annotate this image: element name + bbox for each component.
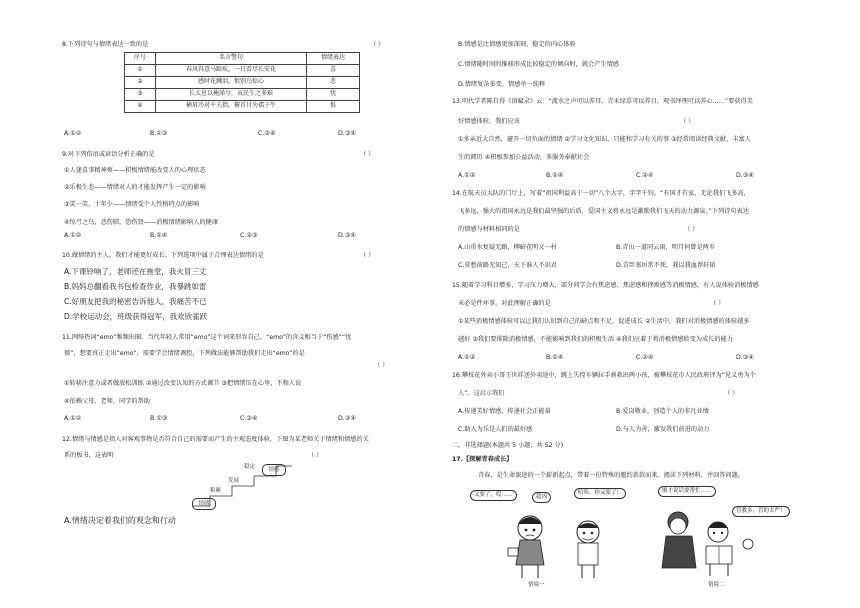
q10-stem: 10.做情绪的主人，我们才能更好成长。下列选项中属于合理表达情绪的是 [62,252,264,259]
q17-scene-two [652,484,812,592]
q12-step-stable: 稳定 [244,464,256,470]
q12-step-emotion: 情绪 [192,498,216,510]
q8-table [124,52,360,113]
q9-option-c[interactable]: C.②③ [240,232,258,239]
q17-scene2-illustration [656,502,766,580]
q9-paren: （ ） [360,151,375,158]
q8-table-row [125,65,360,77]
q13-option-c[interactable]: C.②④ [636,172,654,179]
q11-option-a[interactable]: A.①② [64,415,82,422]
q16-paren: （ ） [724,390,739,397]
q15-stem-line1: 15.随着学习科目增多，学习压力增大，部分同学会有焦虑感、焦虑感和挫败感等消极情感，有人说体验消极情感 [452,282,759,289]
q8-cell: 喜 [307,65,360,77]
q8-cell: ① [125,65,156,77]
q13-item: 生的阅历 ④积极参加公益活动，多服务奉献社会 [458,154,590,161]
q11-stem-line2: 郁”，想要真正走出“emo”，需要学会情绪调控，下列做法能够帮助我们走出“emo”的是 [64,350,305,357]
q15-option-c[interactable]: C.②④ [636,354,654,361]
q17-scene2-bubble-strict: 管教多，管的太严！ [732,506,790,517]
q8-cell: 惧 [307,101,360,113]
q14-option-d[interactable]: D.青臣塞垣常不死，我以我血荐轩辕 [616,262,716,269]
q8-cell: 悲 [307,77,360,89]
q11-paren: （ ） [374,362,389,369]
section-two-heading: 二、非选择题(本题共 5 小题，共 52 分) [452,442,564,449]
q15-option-d[interactable]: D.③④ [736,354,754,361]
q8-paren: （ ） [370,41,385,48]
q13-paren: （ ） [680,118,695,125]
q17-scene1-bubble-sigh: 又要了，哎…… [470,490,517,501]
q11-item: ④依赖父母、老师、同学的帮助 [64,398,150,405]
q14-option-a[interactable]: A.山重水复疑无路，柳暗花明又一村 [458,244,557,251]
q12-step-feeling: 情感 [262,464,286,476]
q12-step-accumulate: 积累 [210,488,222,494]
q10-option-d[interactable]: D.学校运动会，班级获得冠军，我欢欣雀跃 [64,312,208,321]
q12-stem-line2: 系的板书，这表明 [64,452,114,459]
q17-title: 17.【探解青春成长】 [452,456,513,463]
q8-cell: ④ [125,101,156,113]
q9-option-d[interactable]: D.③④ [338,232,356,239]
q16-stem-line1: 16.攀枝花外卖小哥王世祥送外卖途中，跳上失控车辆拉手刹救出两小孩，被攀枝花市人民政府评为“见义勇为个 [452,372,756,379]
q8-option-c[interactable]: C.③④ [258,130,276,137]
q8-stem: 8.下列诗句与情绪表达一致的是 [62,41,149,48]
q17-scene1-bubble-laugh: 哈哈，你又要了！ [574,488,626,499]
q13-option-a[interactable]: A.①② [458,172,476,179]
q8-table-row [125,77,360,89]
q14-paren: （ ） [684,226,699,233]
q12-option-c[interactable]: C.情绪随时间的推移形成比较稳定的倾向时，就会产生情感 [458,61,619,68]
q17-intro: 青春，是生命旅途的一个崭新起点，带着一份特殊的邀约款款而来。阅读下列材料，并回答问题。 [478,472,745,479]
q14-stem-line2: 飞多远，强大的祖国永远是我们最坚强的后盾，爱国主义将永远是激励我们飞天的动力源泉。”下列诗句表达 [458,208,749,215]
q8-table-row [125,89,360,101]
q9-item: ④惊弓之鸟，悲伤肺，恐伤肾——消极情绪影响人的健康 [64,219,219,226]
q11-item: ①转移注意力或者做放松训练 ②通过改变认知的方式调节 ③把情绪压在心里，不和人说 [64,380,302,387]
q8-cell: 感时花溅泪，恨别鸟惊心 [156,77,307,89]
q12-stem-line1: 12.情绪与情感是指人对客观事物是否符合自己的需要而产生的主观态度体验，下图为某老师关于情绪和情感的关 [62,436,369,443]
q9-item: ①人逢喜事精神爽——积极情绪能改变人的心理状态 [64,167,206,174]
q17-scene2-caption: 情境二 [708,582,725,588]
q8-cell: ② [125,77,156,89]
q8-option-d[interactable]: D.③④ [338,130,356,137]
q16-stem-line2: 人”。这启示我们 [458,390,505,397]
q13-item: ①多亲近大自然，避开一切负面的情绪 ②学习文化知识，只能和学习有关的事 ③经常阅读经典文献，丰富人 [458,136,751,143]
q14-option-b[interactable]: B.青山一道同云雨，明月何曾是两乡 [616,244,716,251]
q8-cell: 忧 [307,89,360,101]
q9-stem: 9.对下列俗语或谚语分析正确的是 [62,151,155,158]
q8-cell: 春风得意马蹄疾，一日看尽长安花 [156,65,307,77]
q10-option-c[interactable]: C.好朋友把我的秘密告诉他人，我痛苦不已 [64,297,207,306]
q17-scene1-illustration [500,510,620,580]
q10-option-a[interactable]: A.下课铃响了，老师还在拖堂，我火冒三丈 [64,267,207,276]
q9-item: ③笑一笑，十年少——情绪受个人性格特点的影响 [64,201,200,208]
q9-item: ②乐极生悲——情绪对人的才能发挥产生一定的影响 [64,184,206,191]
q8-table-header [125,53,360,65]
q9-option-a[interactable]: A.①② [64,232,82,239]
q11-stem-line1: 11.网络热词“emo”频频出圈。当代年轻人常用“emo”这个词来形容自己，“emo”的含义相当于“伤感”“忧 [62,334,352,341]
q16-option-b[interactable]: B.爱岗敬业，创造个人的非凡业绩 [616,408,709,415]
q8-header-emotion: 情绪表达 [307,53,360,65]
q8-option-a[interactable]: A.①② [64,130,82,137]
q8-option-b[interactable]: B.①③ [150,130,168,137]
q17-scene2-bubble-help: 刚才说话要帮忙…… [658,486,716,497]
q16-option-d[interactable]: D.与人为善，激发我们前进的动力 [616,426,710,433]
q13-stem-line1: 13.明代学者陈自得《溶窳录》云：“流水之声可以养耳，青禾绿草可以养目，观书绎理可以养心……”要获得美 [452,98,753,105]
q15-option-a[interactable]: A.①② [458,354,476,361]
q8-cell: 长太息以掩涕兮，哀民生之多艰 [156,89,307,101]
q12-option-b[interactable]: B.情感是比情感更加深刻、稳定的内心体验 [458,41,576,48]
q10-option-b[interactable]: B.妈妈总翻看我书包检查作业，我暴跳如雷 [64,282,207,291]
q8-cell: ③ [125,89,156,101]
q13-option-b[interactable]: B.①④ [546,172,564,179]
q13-option-d[interactable]: D.③④ [736,172,754,179]
q17-scene1-caption: 情境一 [528,582,545,588]
q16-option-a[interactable]: A.传递美好情感，传递社会正能量 [458,408,551,415]
q17-scene-one [470,484,630,592]
q16-option-c[interactable]: C.助人为乐是人们的最好感 [458,426,533,433]
q11-option-c[interactable]: C.③④ [240,415,258,422]
q15-item: 越好 ③我们要排除消极情感，不能影响到我们的积极生活 ④我们应着于将消极情感转变为成长的能力 [458,336,733,343]
q15-stem-line2: 未必是件坏事。对此理解正确的是 [458,300,551,307]
q15-item: ①某些消极情感体验可以让我们认识到自己的缺点和不足，促进成长 ②生活中，我们对消极情感的体验越多 [458,318,750,325]
q8-header-quote: 名言警句 [156,53,307,65]
q14-option-c[interactable]: C.莫愁前路无知己，天下谁人不识君 [458,262,558,269]
q14-stem-line1: 14.在航天员大队的门厅上，写着“祖国利益高于一切”八个大字，字字千钧。“有国才有家，无论我们飞多高， [452,190,750,197]
q12-option-a[interactable]: A.情绪决定着我们的观念和行动 [64,516,176,525]
q12-paren: （ ） [308,452,323,459]
q9-option-b[interactable]: B.①④ [150,232,168,239]
q11-option-b[interactable]: B.①③ [150,415,168,422]
q12-option-d[interactable]: D.情绪复杂多变，情感单一纯粹 [458,81,546,88]
q13-stem-line2: 好情感体验，我们应该 [458,118,520,125]
q11-option-d[interactable]: D.③④ [338,415,356,422]
q10-paren: （ ） [360,252,375,259]
q8-table-row [125,101,360,113]
q17-scene1-bubble-fierce: 超凶 [532,492,551,503]
q14-stem-line3: 的情感与材料相同的是 [458,226,520,233]
q12-step-develop: 发展 [228,478,240,484]
q15-paren: （ ） [710,300,725,307]
q8-cell: 横眉冷对千夫指，俯首甘为孺子牛 [156,101,307,113]
q15-option-b[interactable]: B.①④ [546,354,564,361]
q8-header-no: 序号 [125,53,156,65]
